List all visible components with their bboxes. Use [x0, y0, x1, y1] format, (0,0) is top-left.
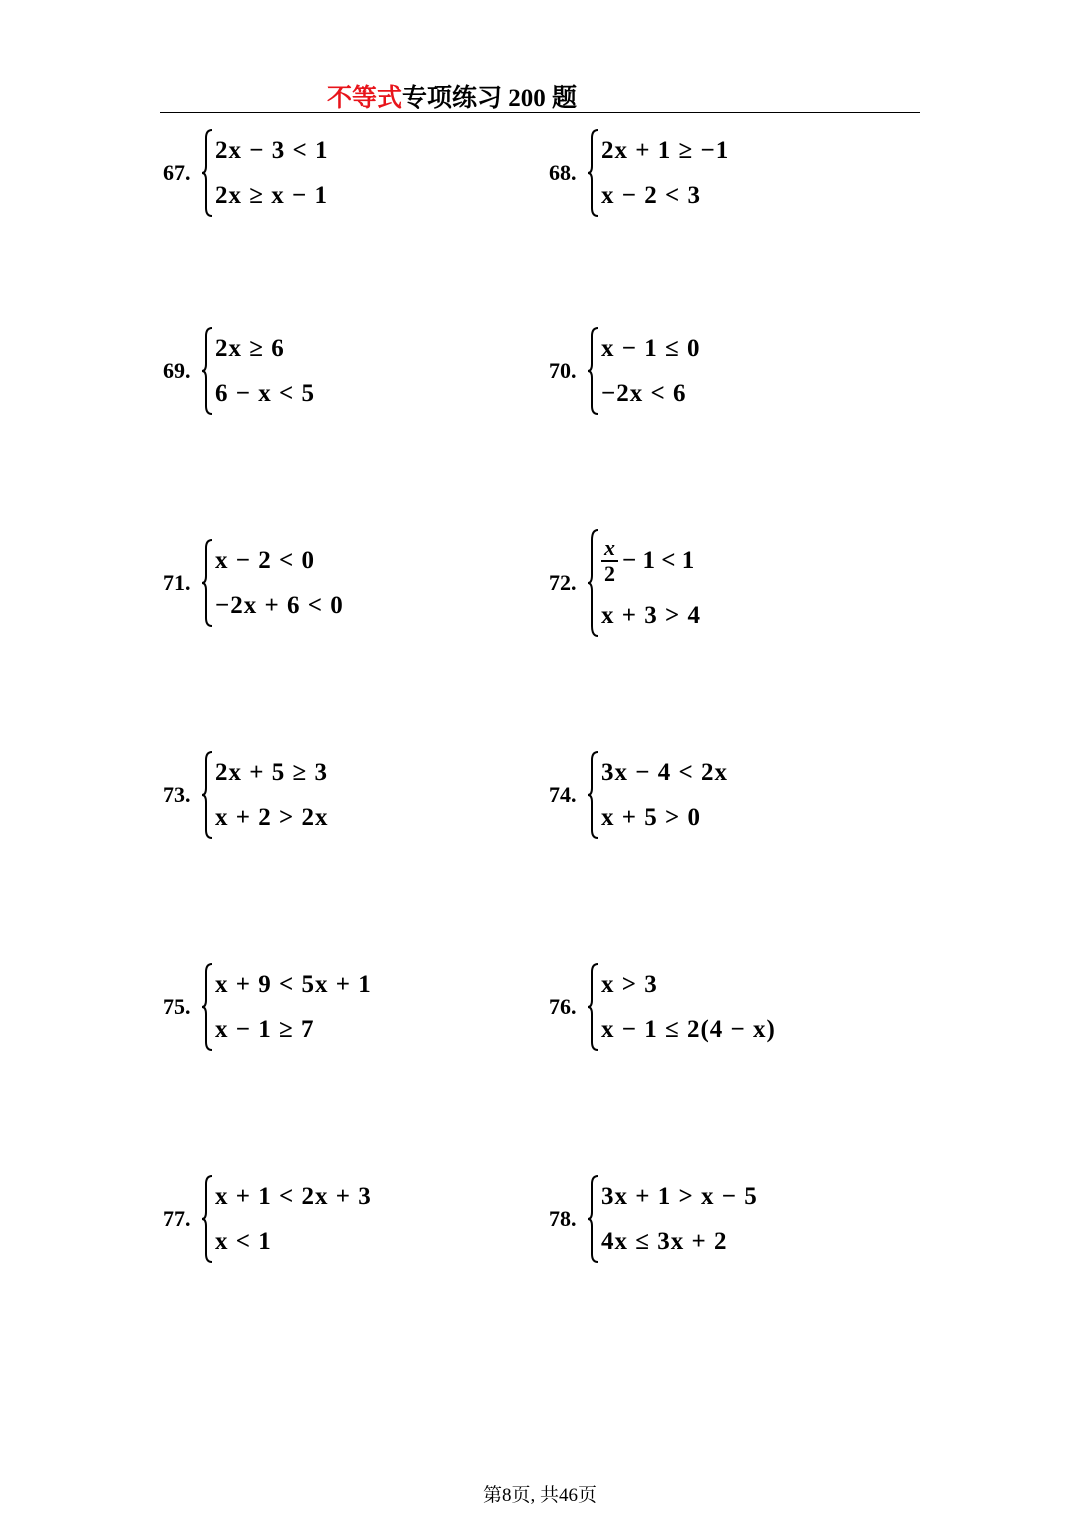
left-brace-icon: [201, 750, 213, 840]
problem-number: 67.: [163, 160, 191, 185]
fraction-rest: − 1 < 1: [622, 546, 695, 574]
problem-number: 78.: [549, 1206, 577, 1231]
left-brace-icon: [201, 962, 213, 1052]
fraction-inequality-line: [601, 536, 701, 586]
inequality-line: x − 2 < 3: [601, 181, 701, 209]
page-footer: 第8页, 共46页: [482, 1485, 597, 1506]
left-brace-icon: [201, 128, 213, 218]
left-brace-icon: [587, 128, 599, 218]
inequality-line: x − 1 ≥ 7: [215, 1015, 315, 1043]
problem-number: 69.: [163, 358, 191, 383]
page-title: [327, 78, 577, 114]
inequality-line: 6 − x < 5: [215, 379, 315, 407]
page-header: [160, 76, 920, 113]
inequality-line: −2x + 6 < 0: [215, 591, 344, 619]
inequality-line: x + 1 < 2x + 3: [215, 1182, 372, 1210]
title-rest: 专项练习 200 题: [402, 85, 578, 112]
inequality-line: x < 1: [215, 1227, 272, 1255]
left-brace-icon: [201, 1174, 213, 1264]
problem-number: 74.: [549, 782, 577, 807]
left-brace-icon: [587, 750, 599, 840]
inequality-line: x − 1 ≤ 0: [601, 334, 701, 362]
problem-number: 70.: [549, 358, 577, 383]
fraction-denominator: 2: [604, 560, 615, 586]
inequality-line: x + 5 > 0: [601, 803, 701, 831]
problem-number: 77.: [163, 1206, 191, 1231]
inequality-line: 4x ≤ 3x + 2: [601, 1227, 728, 1255]
inequality-line: x + 2 > 2x: [215, 803, 329, 831]
problem-number: 73.: [163, 782, 191, 807]
inequality-line: x + 3 > 4: [601, 601, 701, 629]
left-brace-icon: [587, 1174, 599, 1264]
inequality-line: 2x + 5 ≥ 3: [215, 758, 328, 786]
left-brace-icon: [587, 326, 599, 416]
fraction: [601, 536, 618, 586]
fraction-numerator: x: [601, 536, 618, 562]
left-brace-icon: [201, 326, 213, 416]
left-brace-icon: [587, 962, 599, 1052]
left-brace-icon: [587, 528, 599, 638]
inequality-line: 2x + 1 ≥ −1: [601, 136, 730, 164]
inequality-line: x > 3: [601, 970, 658, 998]
problem-number: 75.: [163, 994, 191, 1019]
problem-number: 72.: [549, 570, 577, 595]
title-highlight: 不等式: [327, 85, 403, 112]
inequality-line: 3x + 1 > x − 5: [601, 1182, 758, 1210]
inequality-line: 2x − 3 < 1: [215, 136, 329, 164]
inequality-line: −2x < 6: [601, 379, 687, 407]
problem-number: 68.: [549, 160, 577, 185]
problem-number: 76.: [549, 994, 577, 1019]
inequality-line: 3x − 4 < 2x: [601, 758, 728, 786]
inequality-line: x − 2 < 0: [215, 546, 315, 574]
inequality-line: x − 1 ≤ 2(4 − x): [601, 1015, 776, 1043]
inequality-line: x + 9 < 5x + 1: [215, 970, 372, 998]
problem-number: 71.: [163, 570, 191, 595]
left-brace-icon: [201, 538, 213, 628]
inequality-line: 2x ≥ x − 1: [215, 181, 328, 209]
inequality-line: 2x ≥ 6: [215, 334, 285, 362]
